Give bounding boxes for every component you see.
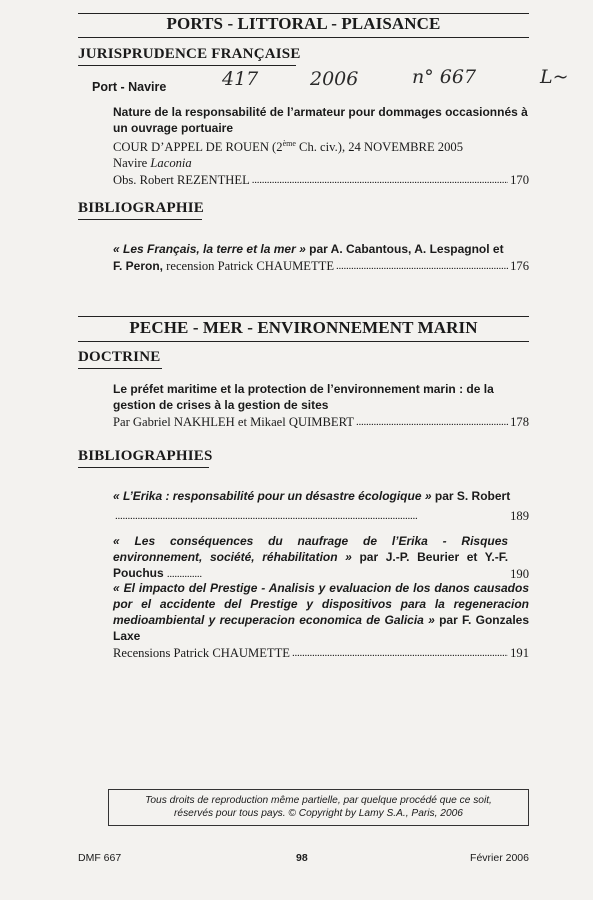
page-number: 178 <box>510 415 529 429</box>
copyright-line-2: réservés pour tous pays. © Copyright by Lamy S.A., Paris, 2006 <box>174 808 463 819</box>
prestige-title-block <box>113 580 529 644</box>
page-number: 190 <box>510 567 529 581</box>
prestige-authors: par F. Gonzales Laxe <box>113 613 529 643</box>
biblio-line-2 <box>113 257 529 274</box>
erika-1-authors: par S. Robert <box>431 489 511 503</box>
entry-erika-2 <box>113 533 529 582</box>
doctrine-authors-line <box>113 413 529 430</box>
page-number: 189 <box>510 509 529 523</box>
handwritten-note-3: n° 667 <box>412 66 477 88</box>
heading-underline <box>78 219 202 220</box>
obs-line <box>113 171 529 188</box>
heading-underline <box>78 65 296 66</box>
ship-name: Laconia <box>150 156 192 171</box>
entry-erika-1 <box>113 488 529 524</box>
heading-jurisprudence: JURISPRUDENCE FRANÇAISE <box>78 46 301 62</box>
section-rule <box>78 316 529 317</box>
entry-jurisprudence <box>113 104 529 188</box>
erika-2-block <box>113 533 529 582</box>
page-number: 191 <box>510 646 529 660</box>
court-line <box>113 136 529 155</box>
biblio-line-1 <box>113 241 529 257</box>
entry-prestige <box>113 580 529 661</box>
section-rule <box>78 341 529 342</box>
ship-prefix: Navire <box>113 156 151 171</box>
erika-2-title: « Les conséquences du naufrage de l’Erika - Risques environnement, société, réhabilitation » <box>113 534 509 564</box>
erika-2-text <box>113 533 508 582</box>
footer-left: DMF 667 <box>78 852 122 864</box>
leader-dots <box>292 644 508 661</box>
leader-dots <box>336 257 508 274</box>
biblio-authors-1: par A. Cabantous, A. Lespagnol et <box>305 242 504 256</box>
heading-underline <box>78 467 209 468</box>
erika-1-title: « L’Erika : responsabilité pour un désastre écologique » <box>113 489 432 503</box>
page-number: 176 <box>510 259 529 273</box>
leader-dots <box>115 507 508 524</box>
page-number: 170 <box>510 173 529 188</box>
biblio-title: « Les Français, la terre et la mer » <box>113 242 306 256</box>
erika-1-page-line <box>113 507 529 524</box>
leader-dots <box>252 171 508 188</box>
entry-bibliographie <box>113 241 529 274</box>
copyright-line-1: Tous droits de reproduction même partielle, par quelque procédé que ce soit, <box>145 795 492 806</box>
leader-dots: . . . . . . . . . . . . . . <box>166 568 201 580</box>
leader-dots <box>356 413 508 430</box>
heading-underline <box>78 368 162 369</box>
court-prefix: COUR D’APPEL DE ROUEN (2 <box>113 140 283 155</box>
biblio-recension: recension Patrick CHAUMETTE <box>163 259 335 273</box>
court-sup: ème <box>282 139 296 148</box>
entry-doctrine <box>113 381 529 430</box>
handwritten-note-4: L~ <box>540 66 569 88</box>
doctrine-authors: Par Gabriel NAKHLEH et Mikael QUIMBERT <box>113 415 354 429</box>
section-title-ports: PORTS - LITTORAL - PLAISANCE <box>166 14 441 33</box>
prestige-recension-line <box>113 644 529 661</box>
erika-1-title-line <box>113 488 529 504</box>
section-title-peche: PECHE - MER - ENVIRONNEMENT MARIN <box>129 318 478 337</box>
erika-2-authors: par J.-P. Beurier et Y.-F. Pouchus <box>113 550 509 580</box>
copyright-notice <box>108 789 529 826</box>
subheading-port-navire: Port - Navire <box>92 80 167 94</box>
heading-bibliographies: BIBLIOGRAPHIES <box>78 448 213 464</box>
heading-bibliographie: BIBLIOGRAPHIE <box>78 200 204 216</box>
section-rule <box>78 37 529 38</box>
footer-page-number: 98 <box>296 852 308 864</box>
heading-doctrine: DOCTRINE <box>78 349 161 365</box>
handwritten-note-1: 417 <box>222 68 259 90</box>
doctrine-title: Le préfet maritime et la protection de l’environnement marin : de la gestion de crises à la gestion de sites <box>113 382 494 412</box>
ship-line <box>113 155 529 171</box>
prestige-title: « El impacto del Prestige - Analisis y evaluacion de los danos causados por el accidente del Prestige y dispositivos para la regeneracion medioambiental y recuperacion economica de Galicia » <box>113 581 529 627</box>
prestige-recension: Recensions Patrick CHAUMETTE <box>113 646 290 660</box>
handwritten-note-2: 2006 <box>310 68 359 90</box>
entry-title: Nature de la responsabilité de l’armateur pour dommages occasionnés à un ouvrage portuaire <box>113 105 528 135</box>
biblio-authors-2: F. Peron, <box>113 259 164 273</box>
footer-date: Février 2006 <box>470 852 529 864</box>
court-suffix: Ch. civ.), 24 NOVEMBRE 2005 <box>295 140 463 155</box>
obs-author: Obs. Robert REZENTHEL <box>113 173 250 188</box>
